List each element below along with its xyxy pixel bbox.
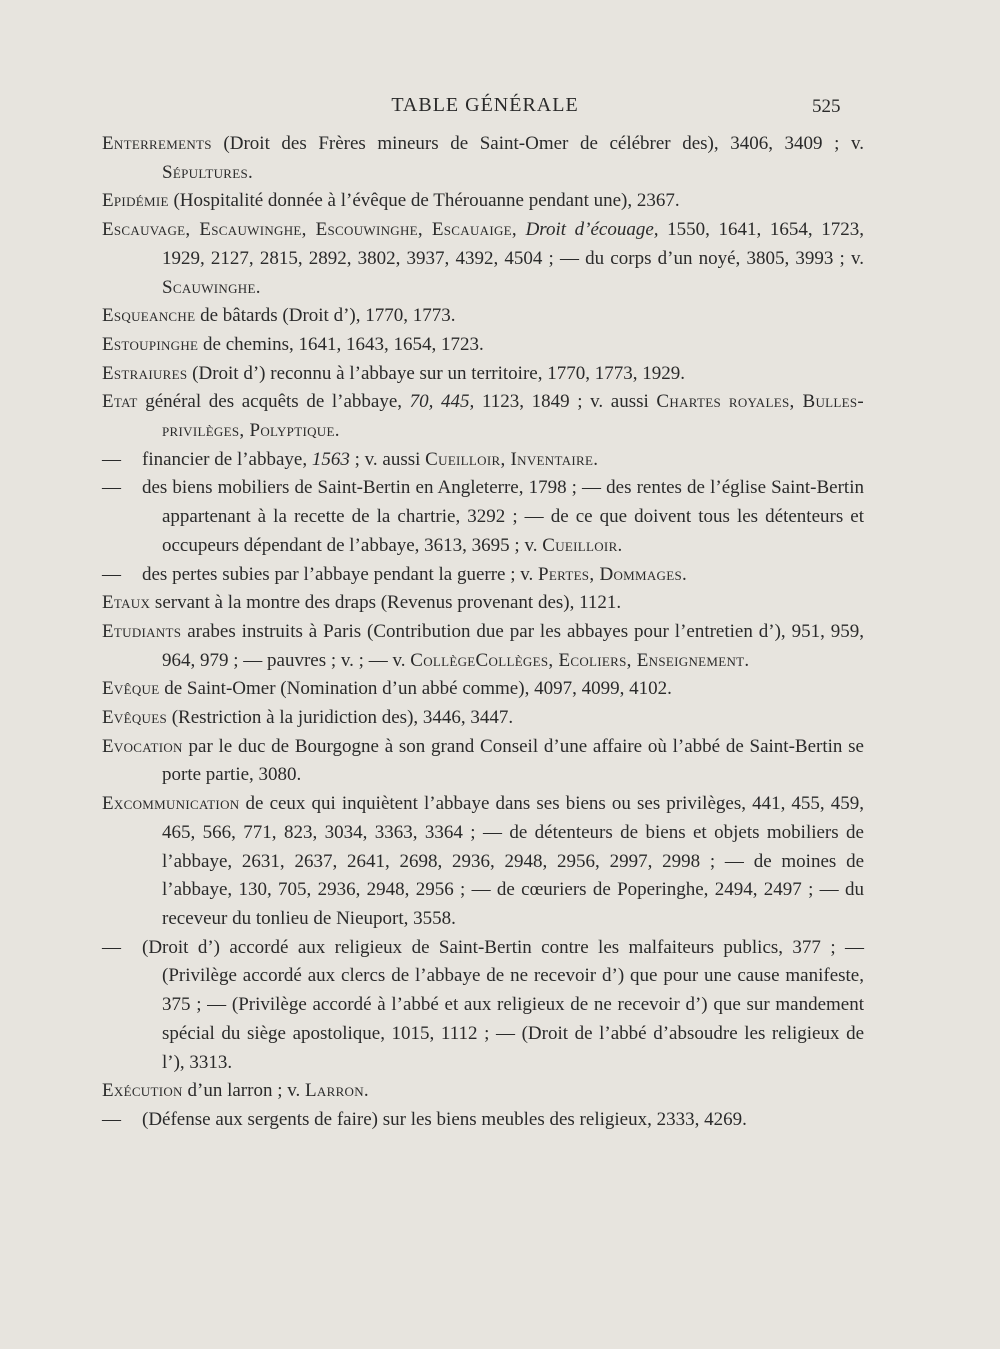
entry-text: arabes instruits à Paris (Contribution due par les abbayes pour l’entretien d’), 951, 959, 964, 979 ; — pauvres ; v.: [162, 620, 864, 671]
entry-headword: Evêques: [102, 707, 167, 729]
entry-text: .: [744, 649, 750, 671]
index-entry: [102, 388, 864, 445]
index-entry: [102, 934, 864, 1078]
entry-cross-reference: Scauwinghe: [162, 276, 256, 298]
index-entry: [102, 1077, 864, 1106]
entry-cross-reference: Collèges, Ecoliers, Enseignement: [475, 649, 745, 671]
page-number: 525: [812, 96, 841, 117]
index-entry: [102, 360, 864, 389]
index-entry: [102, 561, 864, 590]
entry-text: d’un larron ; v.: [182, 1080, 305, 1102]
entry-headword: Escauvage, Escauwinghe, Escouwinghe, Escauaige,: [102, 219, 517, 241]
index-entry: [102, 675, 864, 704]
entry-cross-reference: Chartes royales, Bulles-privilèges, Polyptique: [162, 391, 865, 442]
entry-text: (Droit d’) accordé aux religieux de Saint-Bertin contre les malfaiteurs publics, 377 ; — (Privilège accordé aux clercs de l’abbaye de ne recevoir d’) que pour une cause manifeste, 375 ; — (Privilège accordé à l’abbé et aux religieux de ne recevoir d’) que sur mandement spécial du siège apostolique, 1015, 1112 ; — (Droit de l’abbé d’absoudre les religieux de l’), 3313.: [142, 936, 864, 1073]
entry-headword: Estoupinghe: [102, 333, 199, 355]
entry-headword: Epidémie: [102, 190, 169, 212]
entry-text: par le duc de Bourgogne à son grand Conseil d’une affaire où l’abbé de Saint-Bertin se porte partie, 3080.: [162, 735, 864, 786]
index-entry: [102, 216, 864, 302]
index-entry: [102, 704, 864, 733]
entry-text: .: [255, 276, 261, 298]
entry-dash: —: [102, 1108, 121, 1130]
entry-text: (Restriction à la juridiction des), 3446, 3447.: [166, 707, 514, 729]
entry-headword: Etaux: [102, 592, 151, 614]
entry-text: (Hospitalité donnée à l’évêque de Thérouanne pendant une), 2367.: [168, 190, 680, 212]
entry-headword: Evocation: [102, 735, 183, 757]
entry-text: financier de l’abbaye,: [142, 448, 312, 470]
entry-cross-reference: Cueilloir, Inventaire: [425, 448, 594, 470]
index-entries: [102, 130, 864, 1135]
entry-text: .: [617, 534, 623, 556]
index-entry: [102, 331, 864, 360]
entry-text: servant à la montre des draps (Revenus provenant des), 1121.: [150, 592, 622, 614]
entry-dash: —: [102, 936, 121, 958]
entry-italic: 1563: [311, 448, 350, 470]
entry-text: (Droit des Frères mineurs de Saint-Omer de célébrer des), 3406, 3409 ; v.: [211, 133, 864, 154]
index-entry: [102, 790, 864, 934]
entry-headword: Enterrements: [102, 133, 212, 154]
entry-text: général des acquêts de l’abbaye,: [137, 391, 410, 413]
index-entry: [102, 302, 864, 331]
entry-italic: Droit d’écouage,: [516, 219, 659, 241]
entry-headword: Etudiants: [102, 620, 182, 642]
entry-dash: —: [102, 477, 121, 499]
entry-text: de Saint-Omer (Nomination d’un abbé comme), 4097, 4099, 4102.: [159, 678, 672, 700]
entry-text: (Droit d’) reconnu à l’abbaye sur un territoire, 1770, 1773, 1929.: [187, 362, 685, 384]
entry-text: .: [334, 420, 340, 442]
entry-text: .: [248, 161, 253, 183]
entry-text: 1550, 1641, 1654, 1723, 1929, 2127, 2815, 2892, 3802, 3937, 4392, 4504 ; — du corps d’un noyé, 3805, 3993 ; v.: [162, 219, 864, 269]
entry-text: des biens mobiliers de Saint-Bertin en Angleterre, 1798 ; — des rentes de l’église Saint-Bertin appartenant à la recette de la chartrie, 3292 ; — de ce que doivent tous les détenteurs et occupeurs dépendant de l’abbaye, 3613, 3695 ; v.: [142, 477, 864, 556]
entry-text: de chemins, 1641, 1643, 1654, 1723.: [198, 333, 484, 355]
index-entry: [102, 733, 864, 790]
entry-cross-reference: Pertes, Dommages: [538, 563, 683, 585]
entry-text: .: [363, 1080, 369, 1102]
entry-headword: Excommunication: [102, 793, 240, 815]
entry-text: ; v. aussi: [349, 448, 426, 470]
entry-headword: Esqueanche: [102, 305, 196, 327]
entry-headword: Exécution: [102, 1080, 183, 1102]
entry-text: de ceux qui inquiètent l’abbaye dans ses biens ou ses privilèges, 441, 455, 459, 465, 566, 771, 823, 3034, 3363, 3364 ; — de détenteurs de biens et objets mobiliers de l’abbaye, 2631, 2637, 2641, 2698, 2936, 2948, 2956, 2997, 2998 ; — de moines de l’abbaye, 130, 705, 2936, 2948, 2956 ; — de cœuriers de Poperinghe, 2494, 2497 ; — du receveur du tonlieu de Nieuport, 3558.: [162, 793, 864, 929]
index-entry: [102, 130, 864, 187]
entry-text: 1123, 1849 ; v. aussi: [474, 391, 657, 413]
entry-cross-reference: Sépultures: [162, 161, 249, 183]
entry-dash: —: [102, 563, 121, 585]
index-entry: [102, 187, 864, 216]
entry-text: ; — v.: [358, 649, 411, 671]
entry-text: .: [682, 563, 687, 585]
index-entry: [102, 618, 864, 675]
entry-italic: 70, 445,: [409, 391, 475, 413]
entry-cross-reference: Cueilloir: [542, 534, 618, 556]
entry-text: .: [593, 448, 598, 470]
entry-dash: —: [102, 448, 121, 470]
entry-cross-reference: Larron: [305, 1080, 364, 1102]
entry-cross-reference: Collège: [410, 649, 476, 671]
page-title: TABLE GÉNÉRALE: [391, 94, 579, 116]
index-entry: [102, 589, 864, 618]
running-head: [0, 92, 1000, 122]
entry-text: (Défense aux sergents de faire) sur les biens meubles des religieux, 2333, 4269.: [142, 1108, 747, 1130]
entry-headword: Etat: [102, 391, 138, 413]
index-entry: [102, 446, 864, 475]
entry-headword: Evêque: [102, 678, 160, 700]
index-entry: [102, 474, 864, 560]
entry-text: des pertes subies par l’abbaye pendant la guerre ; v.: [142, 563, 539, 585]
entry-text: de bâtards (Droit d’), 1770, 1773.: [195, 305, 456, 327]
index-entry: [102, 1106, 864, 1135]
entry-headword: Estraiures: [102, 362, 188, 384]
